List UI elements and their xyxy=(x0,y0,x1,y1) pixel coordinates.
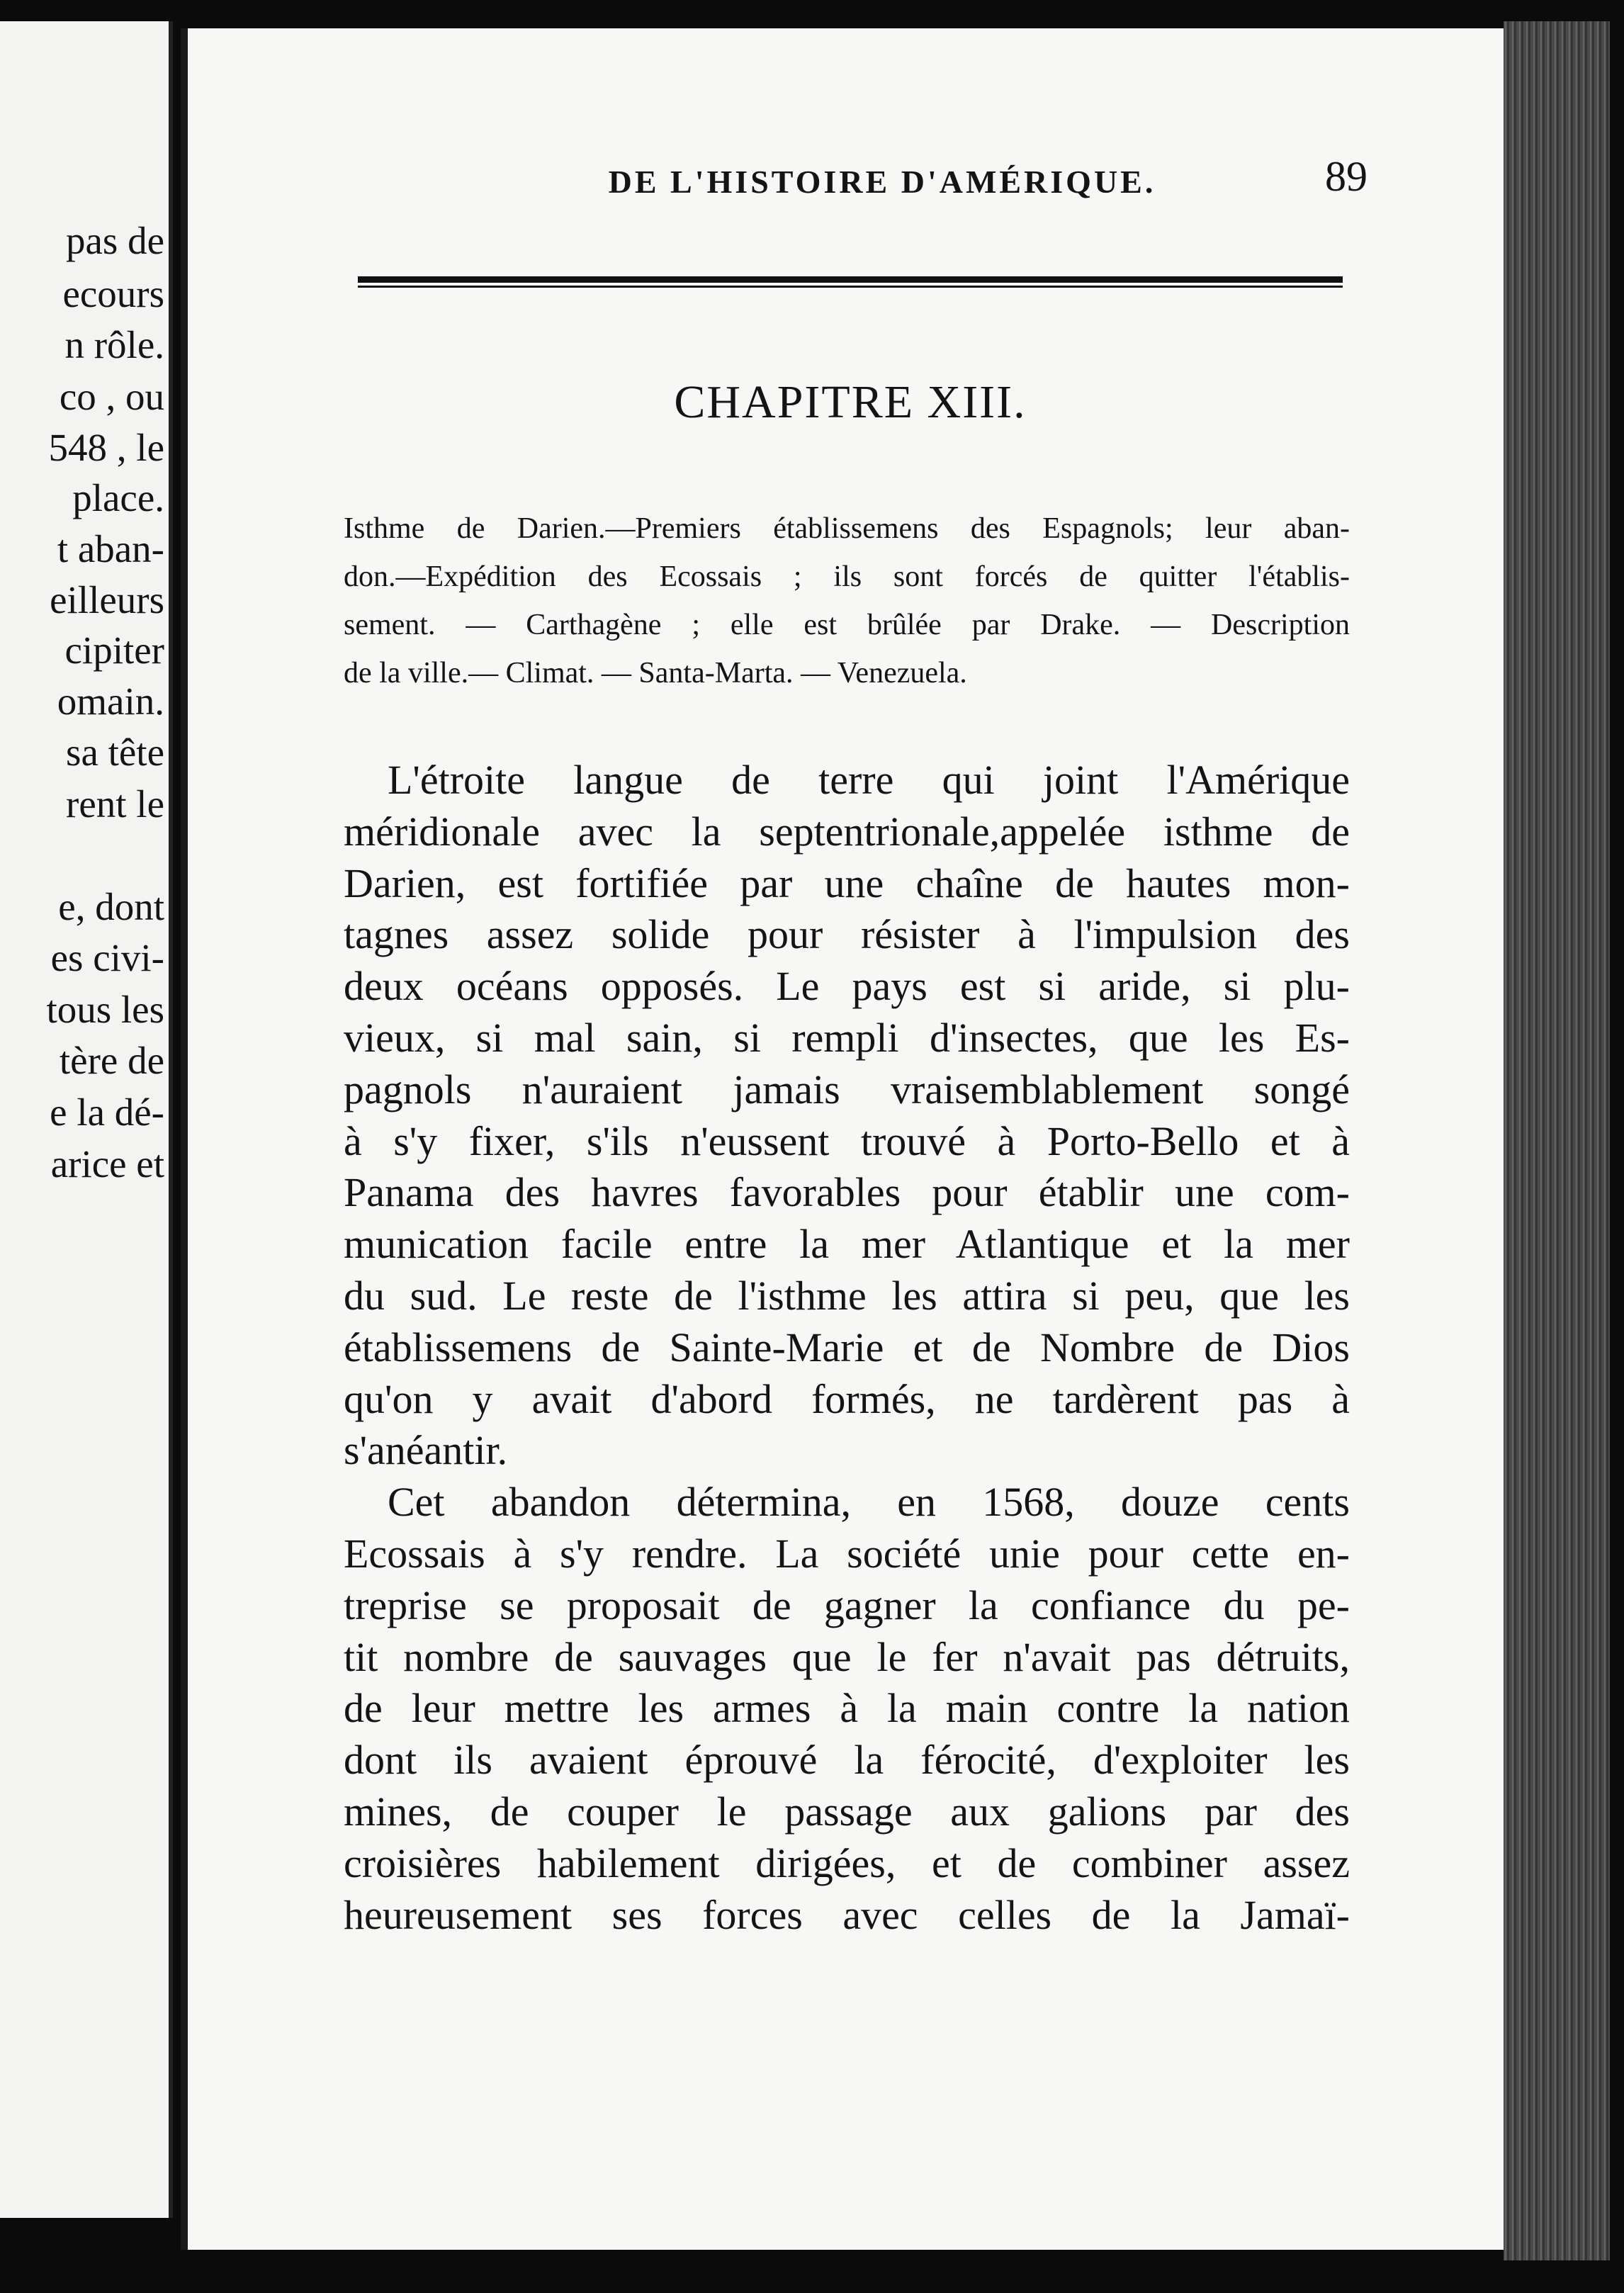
body-line: qu'on y avait d'abord formés, ne tardèrent pas à xyxy=(344,1375,1350,1422)
facing-page-line: rent le xyxy=(66,782,164,826)
body-line: Darien, est fortifiée par une chaîne de hautes mon- xyxy=(344,860,1350,906)
facing-page-line: place. xyxy=(72,476,164,519)
body-line: méridionale avec la septentrionale,appelée isthme de xyxy=(344,808,1350,855)
facing-page-line: t aban- xyxy=(57,527,164,570)
body-line: pagnols n'auraient jamais vraisemblablement songé xyxy=(344,1066,1350,1112)
facing-page-line: arice et xyxy=(50,1142,164,1185)
body-line: établissemens de Sainte-Marie et de Nombre de Dios xyxy=(344,1324,1350,1370)
facing-page-line: es civi- xyxy=(50,936,164,979)
facing-page-line: pas de xyxy=(66,219,164,262)
body-line: deux océans opposés. Le pays est si aride, si plu- xyxy=(344,963,1350,1010)
body-line: du sud. Le reste de l'isthme les attira si peu, que les xyxy=(344,1272,1350,1319)
facing-page-line: co , ou xyxy=(59,375,164,418)
body-line: tagnes assez solide pour résister à l'impulsion des xyxy=(344,911,1350,958)
body-line: tit nombre de sauvages que le fer n'avait pas détruits, xyxy=(344,1633,1350,1680)
body-line: Panama des havres favorables pour établir une com- xyxy=(344,1169,1350,1216)
page-edges xyxy=(1504,21,1610,2260)
chapter-title: CHAPITRE XIII. xyxy=(674,376,1027,428)
body-line: s'anéantir. xyxy=(344,1427,508,1474)
body-line: vieux, si mal sain, si rempli d'insectes, que les Es- xyxy=(344,1014,1350,1061)
body-line: croisières habilement dirigées, et de combiner assez xyxy=(344,1840,1350,1886)
facing-page-line: eilleurs xyxy=(50,578,164,621)
facing-page-line: 548 , le xyxy=(48,426,164,469)
page-number: 89 xyxy=(1325,153,1368,200)
summary-line: sement. — Carthagène ; elle est brûlée par Drake. — Description xyxy=(344,609,1350,641)
body-line: treprise se proposait de gagner la confiance du pe- xyxy=(344,1582,1350,1628)
facing-page-line: e la dé- xyxy=(50,1091,164,1134)
body-line: de leur mettre les armes à la main contre la nation xyxy=(344,1685,1350,1732)
facing-page-line: e, dont xyxy=(58,885,164,928)
header-rule xyxy=(358,276,1343,283)
facing-page-line: omain. xyxy=(57,680,164,723)
body-line: dont ils avaient éprouvé la férocité, d'exploiter les xyxy=(344,1737,1350,1784)
facing-page-line: tère de xyxy=(59,1039,164,1082)
body-line: Ecossais à s'y rendre. La société unie pour cette en- xyxy=(344,1530,1350,1577)
facing-page-line: ecours xyxy=(62,272,164,315)
running-head: DE L'HISTOIRE D'AMÉRIQUE. xyxy=(608,164,1156,200)
body-line: munication facile entre la mer Atlantique et la mer xyxy=(344,1221,1350,1268)
chapter-summary xyxy=(344,505,1350,697)
body-line: mines, de couper le passage aux galions par des xyxy=(344,1788,1350,1835)
summary-line: don.—Expédition des Ecossais ; ils sont forcés de quitter l'établis- xyxy=(344,560,1350,593)
summary-line: de la ville.— Climat. — Santa-Marta. — Venezuela. xyxy=(344,657,967,689)
summary-line: Isthme de Darien.—Premiers établissemens des Espagnols; leur aban- xyxy=(344,512,1350,545)
body-line: à s'y fixer, s'ils n'eussent trouvé à Porto-Bello et à xyxy=(344,1117,1350,1164)
body-line: L'étroite langue de terre qui joint l'Amérique xyxy=(388,757,1350,803)
body-line: Cet abandon détermina, en 1568, douze cents xyxy=(388,1479,1350,1526)
facing-page-line: sa tête xyxy=(66,731,164,774)
facing-page xyxy=(0,21,173,2218)
header-rule-thin xyxy=(358,286,1343,288)
facing-page-line: tous les xyxy=(46,988,164,1031)
facing-page-line: n rôle. xyxy=(64,323,164,366)
facing-page-line: cipiter xyxy=(64,629,164,672)
body-text xyxy=(344,755,1350,1941)
body-line: heureusement ses forces avec celles de la Jamaï- xyxy=(344,1891,1350,1938)
